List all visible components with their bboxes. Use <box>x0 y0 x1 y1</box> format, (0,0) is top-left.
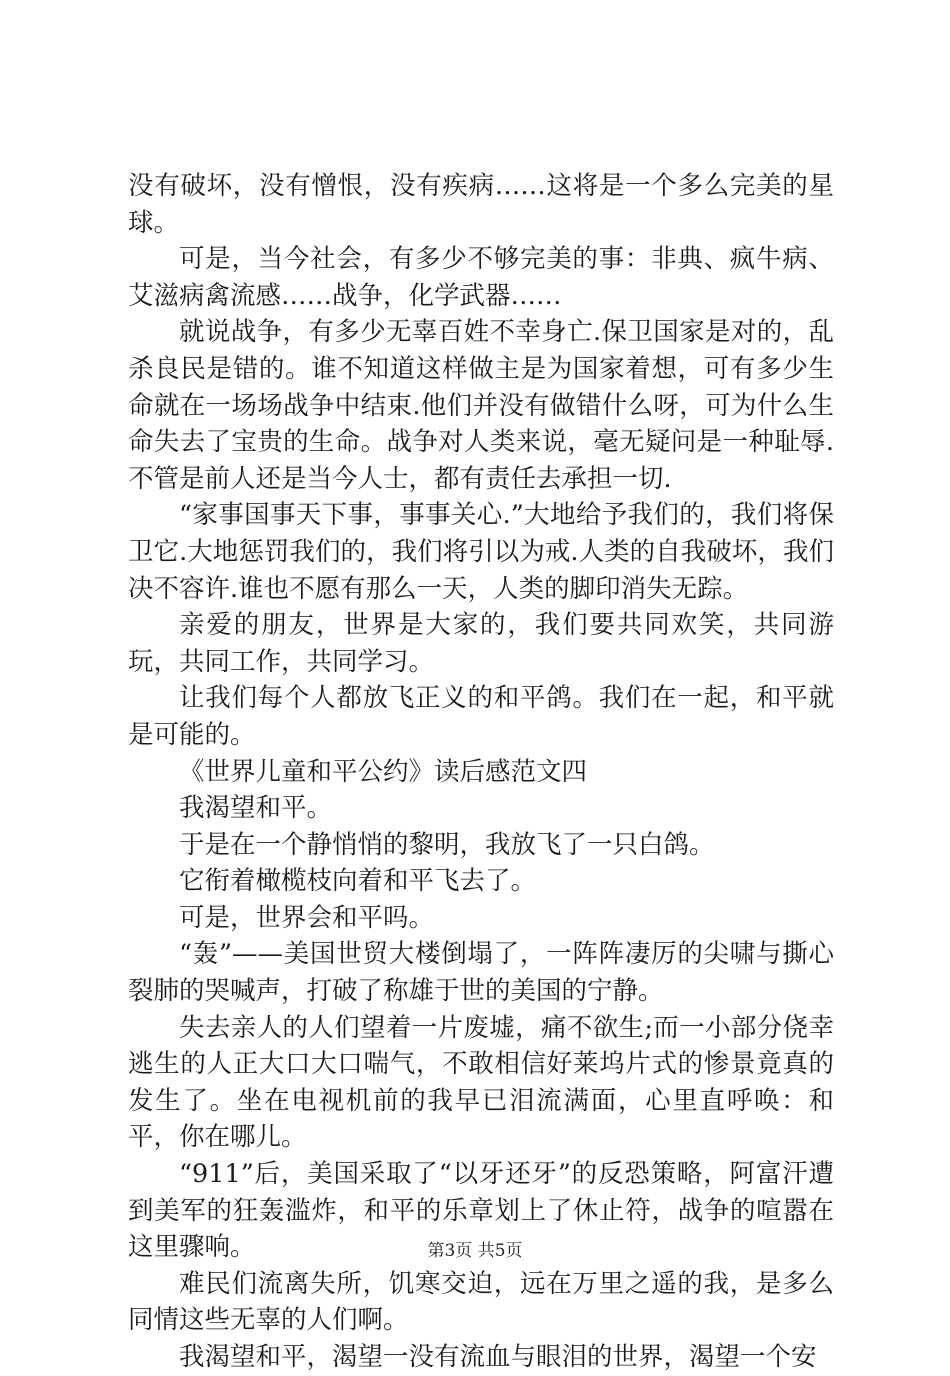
paragraph-11: 可是，世界会和平吗。 <box>179 902 435 933</box>
paragraph-16: 我渴望和平，渴望一没有流血与眼泪的世界，渴望一个安 <box>179 1342 817 1372</box>
paragraph-13: 失去亲人的人们望着一片废墟，痛不欲生;而一小部分侥幸逃生的人正大口大口喘气，不敢相信好莱坞片式的惨景竟真的发生了。坐在电视机前的我早已泪流满面，心里直呼唤：和平，你在哪儿。 <box>128 1012 834 1153</box>
paragraph-9: 于是在一个静悄悄的黎明，我放飞了一只白鸽。 <box>179 829 715 860</box>
paragraph-4: “家事国事天下事，事事关心.”大地给予我们的，我们将保卫它.大地惩罚我们的，我们将引以为戒.人类的自我破坏，我们决不容许.谁也不愿有那么一天，人类的脚印消失无踪。 <box>128 500 834 604</box>
paragraph-12: “轰”——美国世贸大楼倒塌了，一阵阵凄厉的尖啸与撕心裂肺的哭喊声，打破了称雄于世的美国的宁静。 <box>128 939 834 1007</box>
paragraph-14: “911”后，美国采取了“以牙还牙”的反恐策略，阿富汗遭到美军的狂轰滥炸，和平的乐章划上了休止符，战争的喧嚣在这里骤响。 <box>128 1159 834 1263</box>
page-number-footer: 第3页 共5页 <box>427 1241 523 1261</box>
paragraph-1: 没有破坏，没有憎恨，没有疾病……这将是一个多么完美的星球。 <box>128 171 834 238</box>
paragraph-6: 让我们每个人都放飞正义的和平鸽。我们在一起，和平就是可能的。 <box>128 683 834 750</box>
paragraph-2: 可是，当今社会，有多少不够完美的事：非典、疯牛病、艾滋病禽流感……战争，化学武器…… <box>128 244 834 311</box>
paragraph-15: 难民们流离失所，饥寒交迫，远在万里之遥的我，是多么同情这些无辜的人们啊。 <box>128 1268 834 1336</box>
paragraph-8: 我渴望和平。 <box>179 793 333 824</box>
body-text <box>128 168 834 1376</box>
paragraph-5: 亲爱的朋友，世界是大家的，我们要共同欢笑，共同游玩，共同工作，共同学习。 <box>128 610 834 677</box>
section-heading: 《世界儿童和平公约》读后感范文四 <box>179 756 588 787</box>
paragraph-3: 就说战争，有多少无辜百姓不幸身亡.保卫国家是对的，乱杀良民是错的。谁不知道这样做主是为国家着想，可有多少生命就在一场场战争中结束.他们并没有做错什么呀，可为什么生命失去了宝贵的生命。战争对人类来说，毫无疑问是一种耻辱.不管是前人还是当今人士，都有责任去承担一切. <box>128 317 834 494</box>
paragraph-10: 它衔着橄榄枝向着和平飞去了。 <box>179 866 537 897</box>
